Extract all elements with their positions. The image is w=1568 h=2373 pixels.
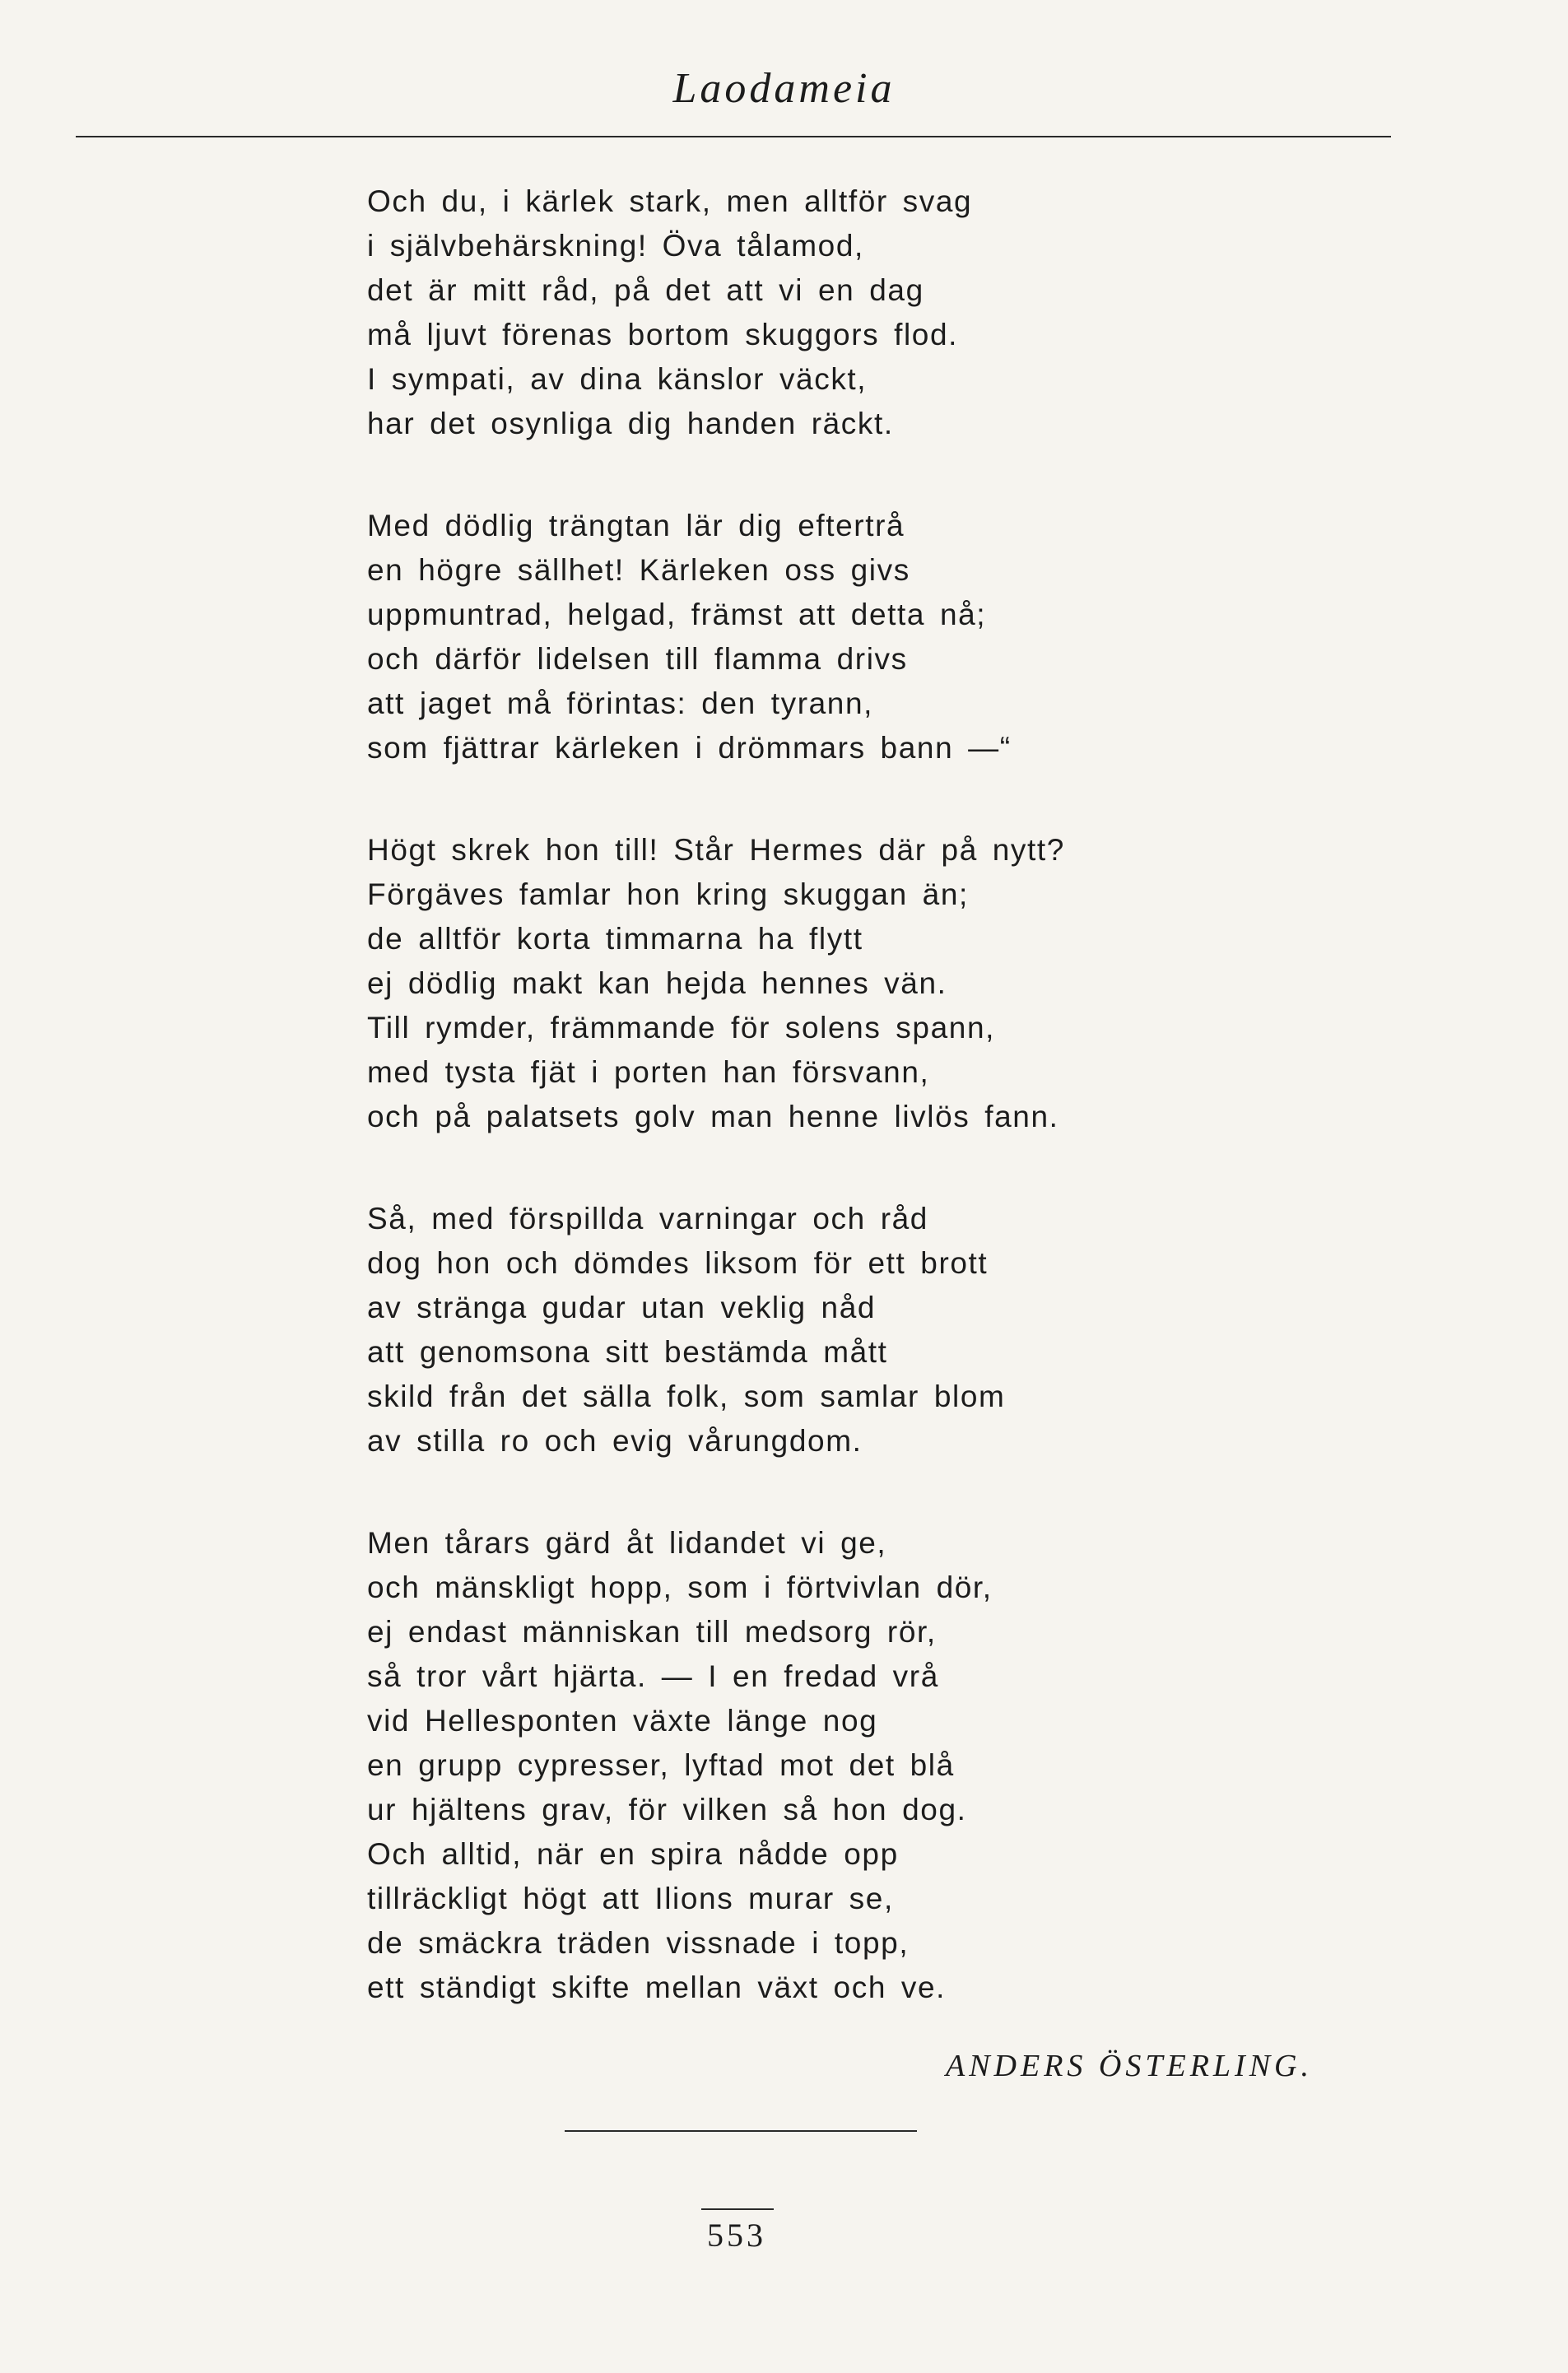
poem-line: Förgäves famlar hon kring skuggan än; bbox=[367, 877, 969, 911]
poem-line: dog hon och dömdes liksom för ett brott bbox=[367, 1246, 989, 1280]
poem-line: skild från det sälla folk, som samlar blom bbox=[367, 1380, 1006, 1413]
poem-body bbox=[367, 179, 1437, 2068]
poem-line: ej endast människan till medsorg rör, bbox=[367, 1615, 937, 1649]
header-rule bbox=[76, 136, 1391, 137]
footer-rule bbox=[565, 2130, 917, 2132]
poem-line: att jaget må förintas: den tyrann, bbox=[367, 686, 874, 720]
page-number-rule bbox=[701, 2208, 774, 2210]
stanza-1 bbox=[367, 179, 1437, 446]
poem-line: med tysta fjät i porten han försvann, bbox=[367, 1055, 930, 1089]
poem-line: Högt skrek hon till! Står Hermes där på nytt? bbox=[367, 833, 1065, 867]
poem-line: de alltför korta timmarna ha flytt bbox=[367, 922, 863, 956]
poem-line: och på palatsets golv man henne livlös fann. bbox=[367, 1100, 1059, 1133]
stanza-2 bbox=[367, 504, 1437, 770]
poem-line: i självbehärskning! Öva tålamod, bbox=[367, 229, 864, 263]
poem-line: må ljuvt förenas bortom skuggors flod. bbox=[367, 318, 959, 351]
poem-line: som fjättrar kärleken i drömmars bann —“ bbox=[367, 731, 1012, 765]
author-signature: ANDERS ÖSTERLING. bbox=[946, 2049, 1313, 2083]
poem-line: en högre sällhet! Kärleken oss givs bbox=[367, 553, 910, 587]
poem-line: Till rymder, främmande för solens spann, bbox=[367, 1011, 995, 1045]
poem-line: det är mitt råd, på det att vi en dag bbox=[367, 273, 924, 307]
poem-line: vid Hellesponten växte länge nog bbox=[367, 1704, 878, 1738]
poem-line: av stilla ro och evig vårungdom. bbox=[367, 1424, 863, 1458]
poem-line: har det osynliga dig handen räckt. bbox=[367, 407, 894, 440]
poem-line: ej dödlig makt kan hejda hennes vän. bbox=[367, 966, 947, 1000]
poem-line: Men tårars gärd åt lidandet vi ge, bbox=[367, 1526, 887, 1560]
poem-line: uppmuntrad, helgad, främst att detta nå; bbox=[367, 598, 987, 631]
stanza-3 bbox=[367, 828, 1437, 1139]
poem-line: att genomsona sitt bestämda mått bbox=[367, 1335, 888, 1369]
poem-line: av stränga gudar utan veklig nåd bbox=[367, 1291, 877, 1324]
poem-line: Och alltid, när en spira nådde opp bbox=[367, 1837, 899, 1871]
poem-line: tillräckligt högt att Ilions murar se, bbox=[367, 1882, 894, 1915]
poem-line: de smäckra träden vissnade i topp, bbox=[367, 1926, 910, 1960]
stanza-4 bbox=[367, 1197, 1437, 1463]
stanza-5 bbox=[367, 1521, 1437, 2010]
poem-line: Och du, i kärlek stark, men alltför svag bbox=[367, 184, 973, 218]
poem-line: en grupp cypresser, lyftad mot det blå bbox=[367, 1748, 955, 1782]
poem-line: ett ständigt skifte mellan växt och ve. bbox=[367, 1971, 947, 2004]
poem-line: ur hjältens grav, för vilken så hon dog. bbox=[367, 1793, 967, 1826]
page-number: 553 bbox=[707, 2217, 766, 2254]
poem-line: och mänskligt hopp, som i förtvivlan dör, bbox=[367, 1570, 993, 1604]
poem-line: så tror vårt hjärta. — I en fredad vrå bbox=[367, 1659, 939, 1693]
running-title: Laodameia bbox=[672, 65, 896, 112]
poem-line: och därför lidelsen till flamma drivs bbox=[367, 642, 908, 676]
poem-line: I sympati, av dina känslor väckt, bbox=[367, 362, 868, 396]
poem-line: Med dödlig trängtan lär dig eftertrå bbox=[367, 509, 905, 542]
poem-line: Så, med förspillda varningar och råd bbox=[367, 1202, 928, 1235]
